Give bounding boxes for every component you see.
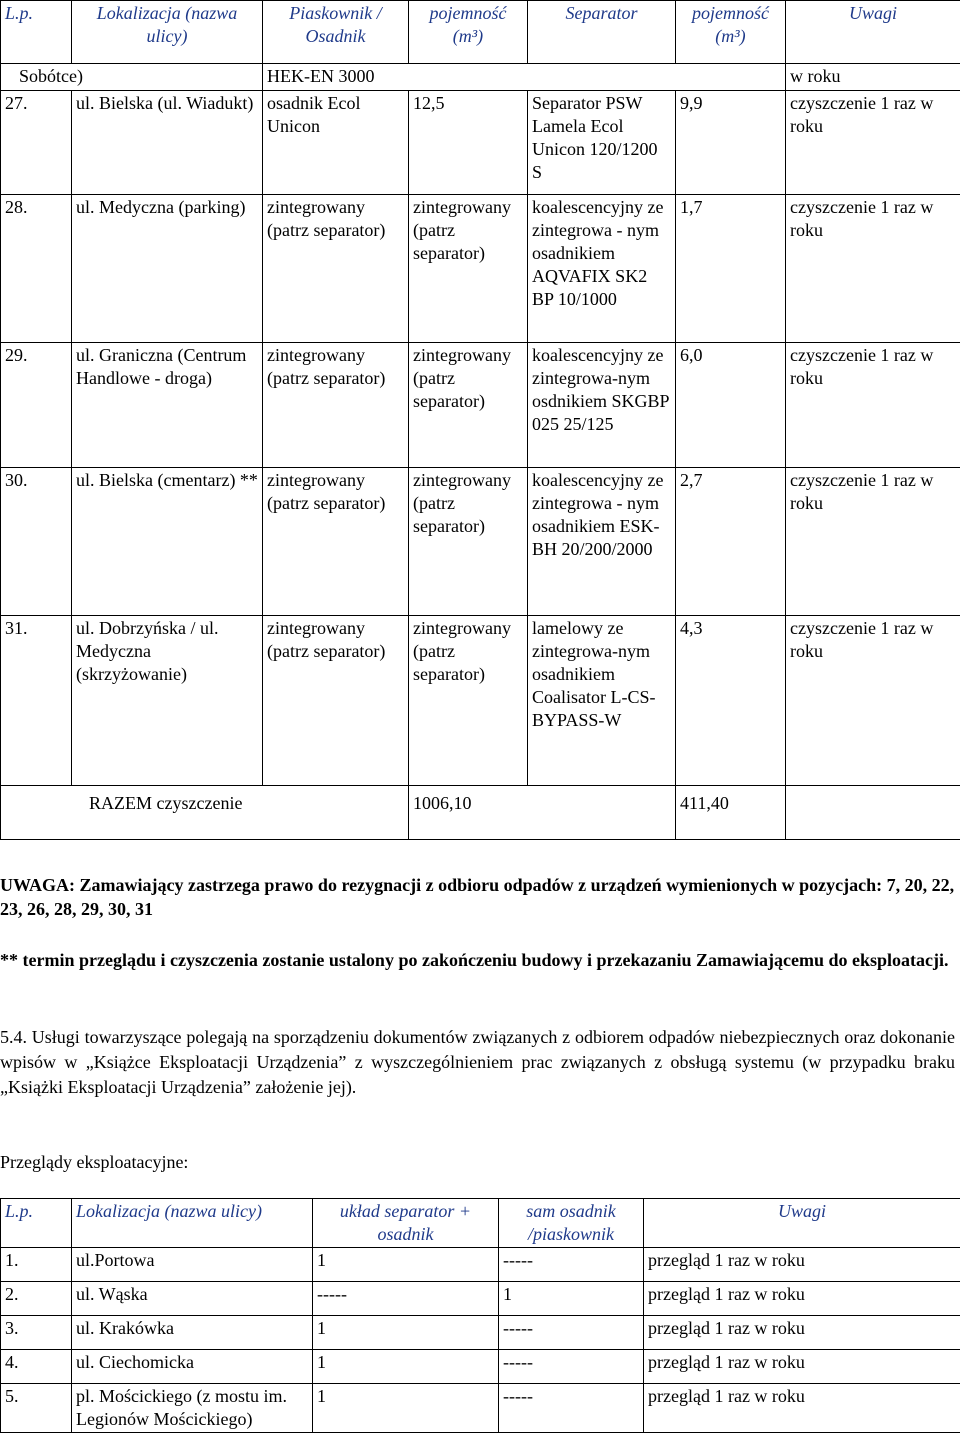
row-lp: 27. (1, 91, 72, 195)
table-header-row (1, 1, 960, 64)
table-row (1, 468, 960, 616)
row-separator: koalescencyjny ze zintegrowa - nym osadnikiem ESK-BH 20/200/2000 (528, 468, 676, 616)
header-sandtrap-only: sam osadnik /piaskownik (499, 1199, 644, 1248)
row-notes: przegląd 1 raz w roku (644, 1282, 960, 1316)
table-row (1, 616, 960, 786)
row-separator-set: 1 (313, 1350, 499, 1384)
row-location: ul. Dobrzyńska / ul. Medyczna (skrzyżowanie) (72, 616, 263, 786)
row-notes: przegląd 1 raz w roku (644, 1316, 960, 1350)
row-sandtrap: zintegrowany (patrz separator) (263, 616, 409, 786)
row-location: ul. Bielska (cmentarz) ** (72, 468, 263, 616)
header-capacity-1: pojemność (m³) (409, 1, 528, 64)
row-capacity-1: zintegrowany (patrz separator) (409, 195, 528, 343)
table-row-carryover (1, 64, 960, 91)
total-row (1, 786, 960, 840)
row-lp: 2. (1, 1282, 72, 1316)
row-sandtrap-only: 1 (499, 1282, 644, 1316)
row-sandtrap-only: ----- (499, 1350, 644, 1384)
total-empty (786, 786, 960, 840)
row-lp: 5. (1, 1384, 72, 1433)
table-row (1, 1248, 960, 1282)
carry-notes: w roku (786, 64, 960, 91)
header-sandtrap: Piaskownik / Osadnik (263, 1, 409, 64)
row-location: ul. Bielska (ul. Wiadukt) (72, 91, 263, 195)
table-header-row (1, 1199, 960, 1248)
row-location: pl. Mościckiego (z mostu im. Legionów Mościckiego) (72, 1384, 313, 1433)
header-separator-set: układ separator + osadnik (313, 1199, 499, 1248)
row-notes: przegląd 1 raz w roku (644, 1248, 960, 1282)
row-notes: czyszczenie 1 raz w roku (786, 195, 960, 343)
header-location: Lokalizacja (nazwa ulicy) (72, 1, 263, 64)
row-capacity-1: 12,5 (409, 91, 528, 195)
header-location: Lokalizacja (nazwa ulicy) (72, 1199, 313, 1248)
row-lp: 29. (1, 343, 72, 468)
row-separator-set: 1 (313, 1248, 499, 1282)
row-location: ul.Portowa (72, 1248, 313, 1282)
row-capacity-1: zintegrowany (patrz separator) (409, 343, 528, 468)
row-separator: lamelowy ze zintegrowa-nym osadnikiem Coalisator L-CS-BYPASS-W (528, 616, 676, 786)
row-lp: 3. (1, 1316, 72, 1350)
row-capacity-2: 4,3 (676, 616, 786, 786)
row-notes: czyszczenie 1 raz w roku (786, 616, 960, 786)
row-notes: przegląd 1 raz w roku (644, 1384, 960, 1433)
row-notes: przegląd 1 raz w roku (644, 1350, 960, 1384)
row-lp: 30. (1, 468, 72, 616)
row-sandtrap: zintegrowany (patrz separator) (263, 195, 409, 343)
header-capacity-2: pojemność (m³) (676, 1, 786, 64)
schedule-note: ** termin przeglądu i czyszczenia zostanie ustalony po zakończeniu budowy i przekazaniu Zamawiającemu do eksploatacji. (0, 950, 949, 970)
header-lp: L.p. (1, 1, 72, 64)
row-lp: 31. (1, 616, 72, 786)
table-row (1, 1350, 960, 1384)
table-row (1, 195, 960, 343)
row-location: ul. Ciechomicka (72, 1350, 313, 1384)
row-sandtrap: zintegrowany (patrz separator) (263, 343, 409, 468)
row-sandtrap: zintegrowany (patrz separator) (263, 468, 409, 616)
row-sandtrap-only: ----- (499, 1316, 644, 1350)
row-sandtrap-only: ----- (499, 1248, 644, 1282)
total-capacity-2: 411,40 (676, 786, 786, 840)
section-5-4: 5.4. Usługi towarzyszące polegają na sporządzeniu dokumentów związanych z odbiorem odpadów niebezpiecznych oraz dokonanie wpisów w „Książce Eksploatacji Urządzenia” z wyszczególnieniem prac związanych z obsługą systemu (w przypadku braku „Książki Eksploatacji Urządzenia” założenie jej). (0, 1027, 955, 1097)
row-location: ul. Wąska (72, 1282, 313, 1316)
row-sandtrap-only: ----- (499, 1384, 644, 1433)
inspections-table (0, 1198, 960, 1433)
header-notes: Uwagi (644, 1199, 960, 1248)
row-separator: koalescencyjny ze zintegrowa-nym osdnikiem SKGBP 025 25/125 (528, 343, 676, 468)
header-separator: Separator (528, 1, 676, 64)
row-capacity-1: zintegrowany (patrz separator) (409, 616, 528, 786)
row-lp: 4. (1, 1350, 72, 1384)
row-separator: koalescencyjny ze zintegrowa - nym osadnikiem AQVAFIX SK2 BP 10/1000 (528, 195, 676, 343)
row-separator-set: ----- (313, 1282, 499, 1316)
row-lp: 28. (1, 195, 72, 343)
row-capacity-2: 6,0 (676, 343, 786, 468)
row-capacity-2: 1,7 (676, 195, 786, 343)
total-capacity-1: 1006,10 (409, 786, 676, 840)
row-capacity-2: 2,7 (676, 468, 786, 616)
row-location: ul. Krakówka (72, 1316, 313, 1350)
row-notes: czyszczenie 1 raz w roku (786, 343, 960, 468)
row-notes: czyszczenie 1 raz w roku (786, 91, 960, 195)
row-sandtrap: osadnik Ecol Unicon (263, 91, 409, 195)
row-location: ul. Medyczna (parking) (72, 195, 263, 343)
table-row (1, 343, 960, 468)
total-label: RAZEM czyszczenie (1, 786, 409, 840)
table-row (1, 1316, 960, 1350)
row-notes: czyszczenie 1 raz w roku (786, 468, 960, 616)
table-row (1, 1282, 960, 1316)
header-notes: Uwagi (786, 1, 960, 64)
row-capacity-2: 9,9 (676, 91, 786, 195)
table-row (1, 1384, 960, 1433)
row-lp: 1. (1, 1248, 72, 1282)
row-capacity-1: zintegrowany (patrz separator) (409, 468, 528, 616)
row-location: ul. Graniczna (Centrum Handlowe - droga) (72, 343, 263, 468)
carry-separator: HEK-EN 3000 (263, 64, 786, 91)
inspections-heading: Przeglądy eksploatacyjne: (0, 1152, 189, 1172)
warning-note: UWAGA: Zamawiający zastrzega prawo do rezygnacji z odbioru odpadów z urządzeń wymienionych w pozycjach: 7, 20, 22, 23, 26, 28, 29, 30, 31 (0, 875, 955, 919)
carry-location: Sobótce) (1, 64, 263, 91)
row-separator-set: 1 (313, 1384, 499, 1433)
row-separator-set: 1 (313, 1316, 499, 1350)
row-separator: Separator PSW Lamela Ecol Unicon 120/1200 S (528, 91, 676, 195)
table-row (1, 91, 960, 195)
header-lp: L.p. (1, 1199, 72, 1248)
